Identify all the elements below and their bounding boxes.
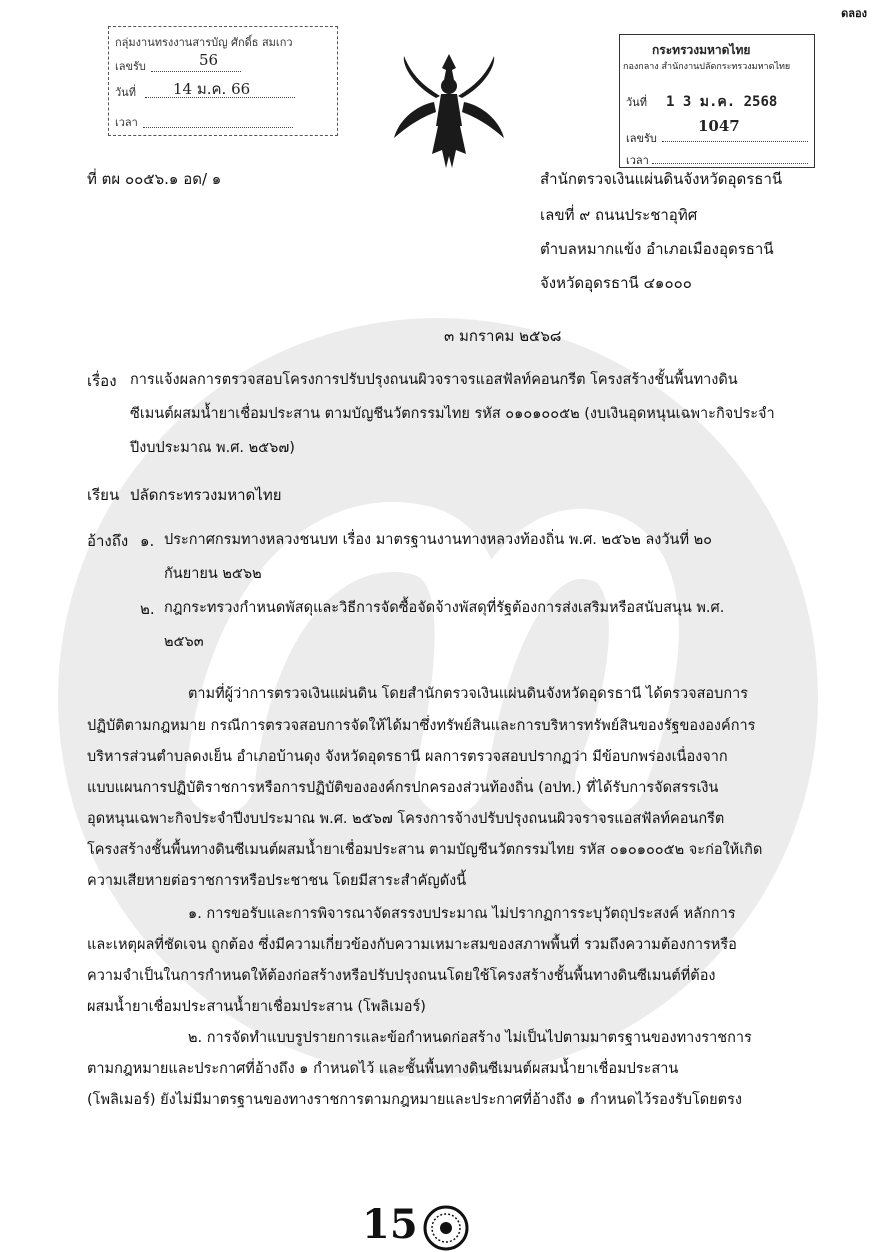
stamp-office: กองกลาง สำนักงานปลัดกระทรวงมหาดไทย [623,62,791,72]
anniversary-emblem [362,1201,469,1251]
reference-text: กฎกระทรวงกำหนดพัสดุและวิธีการจัดซื้อจัดจ้างพัสดุที่รัฐต้องการส่งเสริมหรือสนับสนุน พ.ศ. [164,600,725,616]
stamp-right-number-label: เลขรับ [626,132,657,145]
stamp-time-dots [143,127,293,128]
body-line: ความเสียหายต่อราชการหรือประชาชน โดยมีสาระสำคัญดังนี้ [87,873,467,889]
document-date: ๓ มกราคม ๒๕๖๘ [444,327,562,345]
receiving-stamp-right [619,34,815,168]
receiving-stamp-left [108,26,338,136]
stamp-right-number-value: 1047 [698,117,740,135]
sender-address-line: ตำบลหมากแข้ง อำเภอเมืองอุดรธานี [540,240,774,258]
stamp-right-date-label: วันที่ [626,96,647,109]
stamp-date-value: 14 ม.ค. 66 [173,80,251,98]
watermark-logo-icon [180,480,700,820]
body-line: แบบแผนการปฏิบัติราชการหรือการปฏิบัติขององค์กรปกครองส่วนท้องถิ่น (อปท.) ที่ได้รับการจัดสรรเงิน [87,780,719,796]
item-1-line: ผสมน้ำยาเชื่อมประสานน้ำยาเชื่อมประสาน (โพลิเมอร์) [87,999,426,1015]
stamp-dept: กลุ่มงานทรงงานสารบัญ ศักดิ์ธ สมเกว [115,36,293,49]
item-1-line: ความจำเป็นในการกำหนดให้ต้องก่อสร้างหรือปรับปรุงถนนโดยใช้โครงสร้างชั้นพื้นทางดินซีเมนต์ที่ต้อง [87,968,716,984]
reference-text: ประกาศกรมทางหลวงชนบท เรื่อง มาตรฐานงานทางหลวงท้องถิ่น พ.ศ. ๒๕๖๒ ลงวันที่ ๒๐ [164,532,713,548]
item-1-line: ๑. การขอรับและการพิจารณาจัดสรรงบประมาณ ไม่ปรากฏการระบุวัตถุประสงค์ หลักการ [188,906,736,922]
stamp-number-label: เลขรับ [115,60,146,73]
item-1-line: และเหตุผลที่ชัดเจน ถูกต้อง ซึ่งมีความเกี่ยวข้องกับความเหมาะสมของสภาพพื้นที่ รวมถึงความต้องการหรือ [87,937,737,953]
stamp-right-time-label: เวลา [626,154,649,167]
reference-text: ๒๕๖๓ [164,634,204,650]
body-line: บริหารส่วนตำบลดงเย็น อำเภอบ้านดุง จังหวัดอุดรธานี ผลการตรวจสอบปรากฏว่า มีข้อบกพร่องเนื่องจาก [87,749,728,765]
garuda-emblem-icon [384,46,514,176]
item-2-line: (โพลิเมอร์) ยังไม่มีมาตรฐานของทางราชการตามกฎหมายและประกาศที่อ้างถึง ๑ กำหนดไว้รองรับโดยตรง [87,1092,742,1108]
subject-line: การแจ้งผลการตรวจสอบโครงการปรับปรุงถนนผิวจราจรแอสฟัลท์คอนกรีต โครงสร้างชั้นพื้นทางดิน [130,372,738,388]
recipient-value: ปลัดกระทรวงมหาดไทย [130,486,282,504]
sender-address-line: เลขที่ ๙ ถนนประชาอุทิศ [540,206,698,224]
corner-mark: ดลอง [841,7,867,20]
document-ref-number: ที่ ตผ ๐๐๕๖.๑ อด/ ๑ [87,170,222,188]
reference-number: ๒. [140,600,155,618]
reference-text: กันยายน ๒๕๖๒ [164,566,262,582]
reference-label: อ้างถึง [87,532,129,550]
reference-number: ๑. [140,532,155,550]
body-line: อุดหนุนเฉพาะกิจประจำปีงบประมาณ พ.ศ. ๒๕๖๗ โครงการจ้างปรับปรุงถนนผิวจราจรแอสฟัลท์คอนกรีต [87,811,725,827]
sender-address-line: สำนักตรวจเงินแผ่นดินจังหวัดอุดรธานี [540,170,783,188]
stamp-number-value: 56 [199,51,219,69]
anniversary-seal-icon [423,1205,469,1251]
stamp-right-date-value: 1 3 ม.ค. 2568 [666,94,778,110]
subject-line: ปีงบประมาณ พ.ศ. ๒๕๖๗) [130,440,295,456]
subject-label: เรื่อง [87,372,117,390]
body-line: โครงสร้างชั้นพื้นทางดินซีเมนต์ผสมน้ำยาเชื่อมประสาน ตามบัญชีนวัตกรรมไทย รหัส ๐๑๐๑๐๐๕๒ จะก่อให้เกิด [87,842,763,858]
item-2-line: ตามกฎหมายและประกาศที่อ้างถึง ๑ กำหนดไว้ และชั้นพื้นทางดินซีเมนต์ผสมน้ำยาเชื่อมประสาน [87,1061,679,1077]
sender-address-line: จังหวัดอุดรธานี ๔๑๐๐๐ [540,274,692,292]
body-line: ปฏิบัติตามกฎหมาย กรณีการตรวจสอบการจัดให้ได้มาซึ่งทรัพย์สินและการบริหารทรัพย์สินของรัฐขององค์การ [87,718,756,734]
anniversary-emblem-text: 15 [362,1201,418,1248]
stamp-right-number-dots [662,141,808,142]
body-line: ตามที่ผู้ว่าการตรวจเงินแผ่นดิน โดยสำนักตรวจเงินแผ่นดินจังหวัดอุดรธานี ได้ตรวจสอบการ [188,686,749,702]
item-2-line: ๒. การจัดทำแบบรูปรายการและข้อกำหนดก่อสร้าง ไม่เป็นไปตามมาตรฐานของทางราชการ [188,1030,752,1046]
stamp-date-label: วันที่ [115,86,136,99]
stamp-number-dots [151,71,241,72]
stamp-right-time-dots [652,163,808,164]
stamp-ministry: กระทรวงมหาดไทย [652,43,751,57]
recipient-label: เรียน [87,486,120,504]
stamp-time-label: เวลา [115,116,138,129]
subject-line: ซีเมนต์ผสมน้ำยาเชื่อมประสาน ตามบัญชีนวัตกรรมไทย รหัส ๐๑๐๑๐๐๕๒ (งบเงินอุดหนุนเฉพาะกิจประจำ [130,406,775,422]
